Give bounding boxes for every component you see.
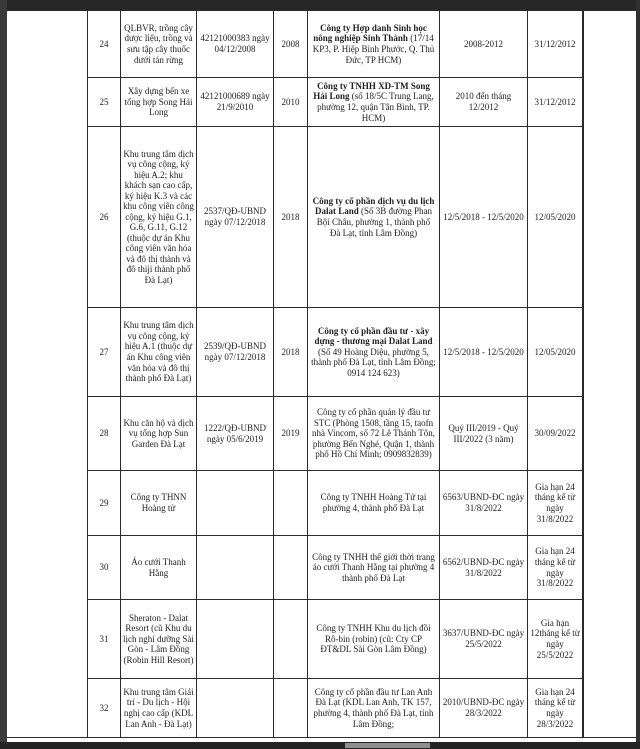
table-left-margin-cell (7, 11, 88, 737)
cell-year (274, 679, 308, 737)
company-address-text: (17/14 KP3, P. Hiệp Bình Phước, Q. Thủ Đức, TP HCM) (312, 33, 435, 65)
company-name-text: Công ty cổ phần dịch vụ du lịch Dalat Land (312, 195, 435, 217)
license-period-text: 6563/UBND-ĐC ngày 31/8/2022 (442, 492, 525, 513)
cell-decision-number (197, 308, 274, 396)
cell-company (308, 11, 440, 77)
table-row (88, 127, 583, 308)
project-name-text: Khu trung tâm Giải trí - Du lịch - Hội nghị cao cấp (KDL Lan Anh - Đà Lạt) (123, 686, 194, 729)
cell-company (308, 600, 440, 678)
company-name-text: Công ty TNHH XD-TM Song Hải Long (313, 80, 430, 102)
project-name-text: QLBVR, trồng cây dược liệu, trồng và sưu tập cây thuốc dưới tán rừng (124, 22, 193, 65)
table-row (88, 679, 583, 737)
cell-expiry-date (528, 11, 583, 77)
cell-year (274, 471, 308, 535)
company-address-text: Công ty TNHH Hoàng Tử tại phường 4, thành phố Đà Lạt (320, 492, 427, 513)
cell-company (308, 679, 440, 737)
expiry-date-text: 12/05/2020 (534, 211, 576, 222)
cell-expiry-date (528, 78, 583, 126)
cell-project-name (121, 679, 197, 737)
scan-smudge (345, 743, 430, 748)
expiry-date-text: 12/05/2020 (534, 346, 576, 357)
table-row (88, 308, 583, 397)
cell-license-period (440, 308, 528, 396)
decision-number-text: 1222/QĐ-UBND ngày 05/6/2019 (204, 422, 266, 444)
cell-row-number (88, 308, 121, 396)
cell-project-name (121, 536, 197, 599)
cell-expiry-date (528, 600, 583, 678)
cell-row-number (88, 78, 121, 126)
cell-decision-number (197, 397, 274, 470)
scan-edge-right (636, 0, 640, 749)
table-right-margin-cell (583, 11, 636, 737)
cell-company (308, 471, 440, 535)
cell-expiry-date (528, 127, 583, 307)
license-table (7, 10, 636, 738)
license-period-text: 12/5/2018 - 12/5/2020 (443, 346, 524, 357)
year-text: 2018 (281, 346, 300, 357)
table-row (88, 78, 583, 127)
decision-number-text: 42121000689 ngày 21/9/2010 (200, 91, 270, 112)
cell-expiry-date (528, 679, 583, 737)
cell-project-name (121, 127, 197, 307)
scan-edge-bottom (0, 742, 640, 749)
table-row (88, 600, 583, 679)
license-period-text: 2008-2012 (464, 38, 503, 49)
expiry-date-text: Gia hạn 12tháng kể từ ngày 25/5/2022 (530, 617, 580, 660)
decision-number-text: 2537/QĐ-UBND ngày 07/12/2018 (204, 206, 266, 227)
cell-decision-number (197, 127, 274, 307)
cell-license-period (440, 471, 528, 535)
cell-license-period (440, 127, 528, 307)
project-name-text: Công ty THNN Hoàng tử (130, 492, 187, 513)
project-name-text: Khu căn hộ và dịch vụ tổng hợp Sun Garden Đà Lạt (123, 417, 194, 449)
cell-year (274, 308, 308, 396)
table-row (88, 11, 583, 78)
cell-license-period (440, 397, 528, 470)
row-number-text: 25 (99, 96, 109, 107)
row-number-text: 31 (99, 633, 109, 644)
cell-company (308, 127, 440, 307)
license-period-text: 2010 đến tháng 12/2012 (455, 91, 512, 112)
company-address-text: Công ty TNHH thế giới thời trang áo cưới Thanh Hằng tại phường 4 thành phố Đà Lạt (312, 551, 435, 583)
company-name-text: Công ty Hợp danh Sinh học nông nghiệp Sinh Thành (313, 22, 427, 44)
cell-decision-number (197, 11, 274, 77)
company-address-text: Công ty cổ phần quản lý đầu tư STC (Phòng 1508, tầng 15, taofn nhà Vincom, số 72 Lê Thánh Tôn, phường Bến Nghé, Quận 1, thành phố Hồ Chí Minh; 0909832839) (312, 407, 435, 460)
company-address-text: (Số 3B đường Phan Bội Châu, phường 1, thành phố Đà Lạt, tỉnh Lâm Đồng) (316, 206, 432, 238)
expiry-date-text: Gia hạn 24 tháng kể từ ngày 31/8/2022 (534, 546, 576, 589)
decision-number-text: 42121000383 ngày 04/12/2008 (200, 33, 270, 54)
cell-company (308, 78, 440, 126)
cell-project-name (121, 78, 197, 126)
project-name-text: Sheraton - Dalat Resort (cũ Khu du lịch nghỉ dưỡng Sài Gòn - Lâm Đồng (Robin Hill Resort) (123, 612, 194, 665)
table-body (88, 11, 583, 737)
cell-row-number (88, 471, 121, 535)
cell-company (308, 308, 440, 396)
cell-decision-number (197, 600, 274, 678)
expiry-date-text: 30/09/2022 (534, 428, 576, 439)
cell-year (274, 536, 308, 599)
expiry-date-text: 31/12/2012 (534, 96, 576, 107)
project-name-text: Áo cưới Thanh Hằng (131, 556, 186, 578)
cell-company (308, 397, 440, 470)
cell-license-period (440, 679, 528, 737)
license-period-text: 6562/UBND-ĐC ngày 31/8/2022 (442, 556, 525, 578)
company-address-text: Công ty TNHH Khu du lịch đồi Rô-bin (robin) (cũ: Cty CP ĐT&DL Sài Gòn Lâm Đồng) (316, 623, 431, 655)
cell-expiry-date (528, 308, 583, 396)
scan-edge-top (0, 0, 640, 10)
cell-year (274, 600, 308, 678)
table-row (88, 397, 583, 471)
row-number-text: 30 (99, 562, 109, 573)
cell-row-number (88, 397, 121, 470)
project-name-text: Xây dựng bến xe tổng hợp Song Hải Long (124, 86, 193, 118)
expiry-date-text: Gia hạn 24 tháng kể từ ngày 28/3/2022 (534, 686, 576, 729)
cell-decision-number (197, 78, 274, 126)
cell-project-name (121, 471, 197, 535)
cell-expiry-date (528, 536, 583, 599)
cell-row-number (88, 679, 121, 737)
cell-license-period (440, 11, 528, 77)
project-name-text: Khu trung tâm dịch vụ công cộng, ký hiệu A.1 (thuộc dự án Khu công viên văn hóa và đô thị thành phố Đà Lạt) (123, 320, 194, 384)
cell-company (308, 536, 440, 599)
row-number-text: 24 (99, 38, 109, 49)
cell-row-number (88, 127, 121, 307)
row-number-text: 29 (99, 497, 109, 508)
cell-row-number (88, 536, 121, 599)
cell-decision-number (197, 536, 274, 599)
cell-expiry-date (528, 397, 583, 470)
license-period-text: 2010/UBND-ĐC ngày 28/3/2022 (442, 697, 525, 718)
cell-license-period (440, 600, 528, 678)
cell-year (274, 397, 308, 470)
cell-year (274, 11, 308, 77)
cell-project-name (121, 397, 197, 470)
company-address-text: Công ty cổ phần đầu tư Lan Anh Đà Lạt (KDL Lan Anh, TK 157, phường 4, thành phố Đà Lạt, tỉnh Lâm Đồng; (313, 686, 434, 729)
cell-year (274, 127, 308, 307)
cell-row-number (88, 11, 121, 77)
license-period-text: Quý III/2019 - Quý III/2022 (3 năm) (448, 422, 519, 444)
row-number-text: 27 (99, 346, 109, 357)
cell-row-number (88, 600, 121, 678)
year-text: 2010 (281, 96, 300, 107)
cell-license-period (440, 536, 528, 599)
row-number-text: 28 (99, 428, 109, 439)
expiry-date-text: 31/12/2012 (534, 38, 576, 49)
cell-year (274, 78, 308, 126)
license-period-text: 3637/UBND-ĐC ngày 25/5/2022 (442, 628, 525, 649)
table-row (88, 536, 583, 600)
cell-project-name (121, 11, 197, 77)
cell-project-name (121, 308, 197, 396)
decision-number-text: 2539/QĐ-UBND ngày 07/12/2018 (204, 341, 266, 362)
company-address-text: (số 18/5C Trung Lang, phường 12, quận Tân Bình, TP. HCM) (317, 91, 434, 123)
company-address-text: (Số 49 Hoàng Diệu, phường 5, thành phố Đà Lạt, tỉnh Lâm Đồng; 0914 124 623) (311, 346, 436, 378)
year-text: 2008 (281, 38, 300, 49)
company-name-text: Công ty cổ phần đầu tư - xây dựng - thương mại Dalat Land (314, 325, 433, 347)
expiry-date-text: Gia hạn 24 tháng kể từ ngày 31/8/2022 (534, 481, 576, 524)
table-row (88, 471, 583, 536)
cell-project-name (121, 600, 197, 678)
row-number-text: 26 (99, 211, 109, 222)
year-text: 2018 (281, 211, 300, 222)
cell-expiry-date (528, 471, 583, 535)
cell-decision-number (197, 679, 274, 737)
license-period-text: 12/5/2018 - 12/5/2020 (443, 211, 524, 222)
project-name-text: Khu trung tâm dịch vụ công cộng, ký hiệu A.2; khu khách sạn cao cấp, ký hiệu K.3 và các khu công viên công cộng, ký hiệu G.1, G.6, G.11, G.12 (thuộc dự án Khu công viên văn hóa và đô thị thành và đô thiji thành phố Đà Lạt) (123, 148, 194, 285)
row-number-text: 32 (99, 702, 109, 713)
year-text: 2019 (281, 428, 300, 439)
cell-license-period (440, 78, 528, 126)
cell-decision-number (197, 471, 274, 535)
scan-edge-left (0, 0, 7, 749)
